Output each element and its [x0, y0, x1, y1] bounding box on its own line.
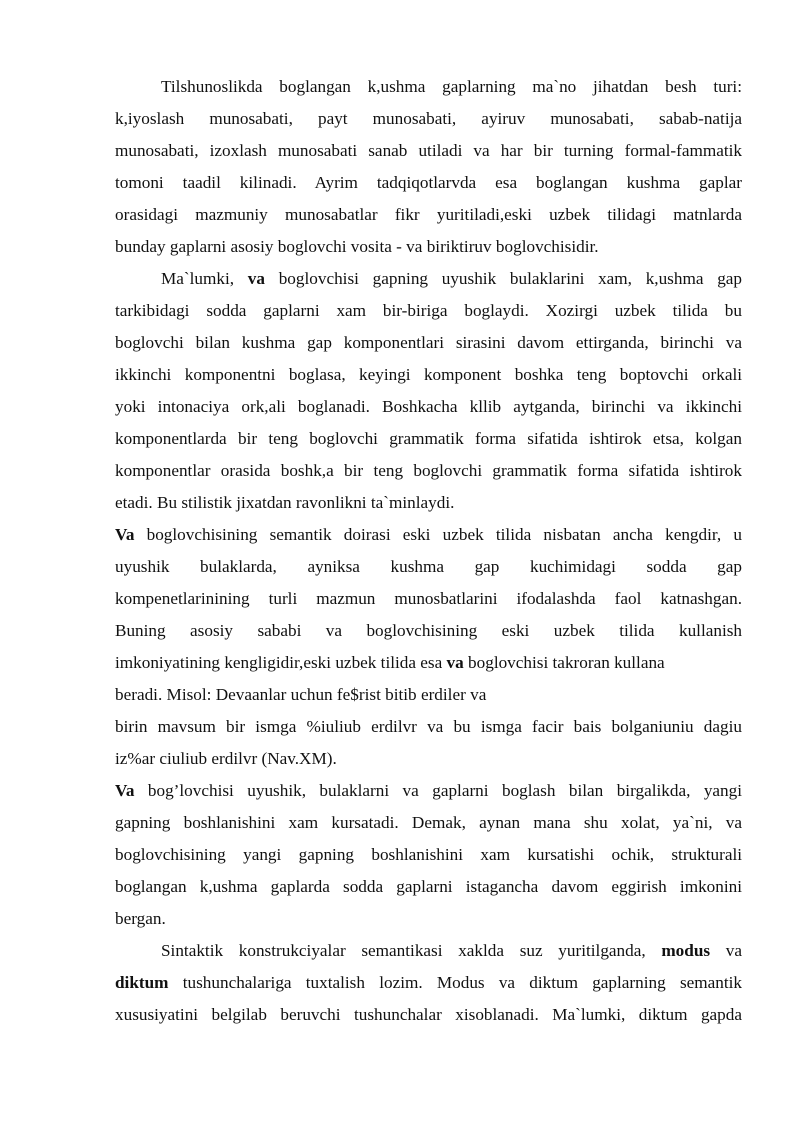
text-line: Va bog’lovchisi uyushik, bulaklarni va gaplarni boglash bilan birgalikda, yangi — [115, 781, 742, 800]
text-line: boglovchi bilan kushma gap komponentlari sirasini davom ettirganda, birinchi va — [115, 333, 742, 352]
text-line: munosabati, izoxlash munosabati sanab utiladi va har bir turning formal-fammatik — [115, 141, 742, 160]
text-line: iz%ar ciuliub erdilvr (Nav.XM). — [115, 749, 337, 768]
text-line: beradi. Misol: Devaanlar uchun fe$rist bitib erdiler va — [115, 685, 487, 704]
bold-term: diktum — [115, 973, 169, 992]
text-line: bunday gaplarni asosiy boglovchi vosita - va biriktiruv boglovchisidir. — [115, 237, 599, 256]
bold-term: va — [247, 269, 265, 288]
bold-term: va — [446, 653, 464, 672]
text-line: Buning asosiy sababi va boglovchisining eski uzbek tilida kullanish — [115, 621, 742, 640]
text-line: imkoniyatining kengligidir,eski uzbek tilida esa va boglovchisi takroran kullana — [115, 653, 665, 672]
text-line: ikkinchi komponentni boglasa, keyingi komponent boshka teng boptovchi orkali — [115, 365, 742, 384]
bold-term: modus — [661, 941, 711, 960]
text-line: Ma`lumki, va boglovchisi gapning uyushik bulaklarini xam, k,ushma gap — [161, 269, 743, 288]
text-line: komponentlarda bir teng boglovchi grammatik forma sifatida ishtirok etsa, kolgan — [115, 429, 742, 448]
text-line: k,iyoslash munosabati, payt munosabati, ayiruv munosabati, sabab-natija — [115, 109, 742, 128]
text-line: boglovchisining yangi gapning boshlanishini xam kursatishi ochik, strukturali — [115, 845, 742, 864]
bold-term: Va — [115, 781, 135, 800]
text-line: Tilshunoslikda boglangan k,ushma gaplarning ma`no jihatdan besh turi: — [161, 77, 742, 96]
text-line: orasidagi mazmuniy munosabatlar fikr yuritiladi,eski uzbek tilidagi matnlarda — [115, 205, 742, 224]
text-line: Va boglovchisining semantik doirasi eski uzbek tilida nisbatan ancha kengdir, u — [115, 525, 742, 544]
text-line: kompenetlarinining turli mazmun munosbatlarini ifodalashda faol katnashgan. — [115, 589, 742, 608]
bold-term: Va — [115, 525, 135, 544]
text-line: etadi. Bu stilistik jixatdan ravonlikni ta`minlaydi. — [115, 493, 455, 512]
text-line: komponentlar orasida boshk,a bir teng boglovchi grammatik forma sifatida ishtirok — [115, 461, 742, 480]
text-line: bergan. — [115, 909, 166, 928]
text-line: uyushik bulaklarda, ayniksa kushma gap kuchimidagi sodda gap — [115, 557, 742, 576]
text-line: tomoni taadil kilinadi. Ayrim tadqiqotlarvda esa boglangan kushma gaplar — [115, 173, 742, 192]
text-line: diktum tushunchalariga tuxtalish lozim. Modus va diktum gaplarning semantik — [115, 973, 742, 992]
text-line: xususiyatini belgilab beruvchi tushunchalar xisoblanadi. Ma`lumki, diktum gapda — [115, 1005, 742, 1024]
text-line: Sintaktik konstrukciyalar semantikasi xaklda suz yuritilganda, modus va — [161, 941, 742, 960]
text-line: tarkibidagi sodda gaplarni xam bir-biriga boglaydi. Xozirgi uzbek tilida bu — [115, 301, 742, 320]
text-line: boglangan k,ushma gaplarda sodda gaplarni istagancha davom eggirish imkonini — [115, 877, 742, 896]
text-line: birin mavsum bir ismga %iuliub erdilvr va bu ismga facir bais bolganiuniu dagiu — [115, 717, 742, 736]
text-line: yoki intonaciya ork,ali boglanadi. Boshkacha kllib aytganda, birinchi va ikkinchi — [115, 397, 742, 416]
text-line: gapning boshlanishini xam kursatadi. Demak, aynan mana shu xolat, ya`ni, va — [115, 813, 742, 832]
